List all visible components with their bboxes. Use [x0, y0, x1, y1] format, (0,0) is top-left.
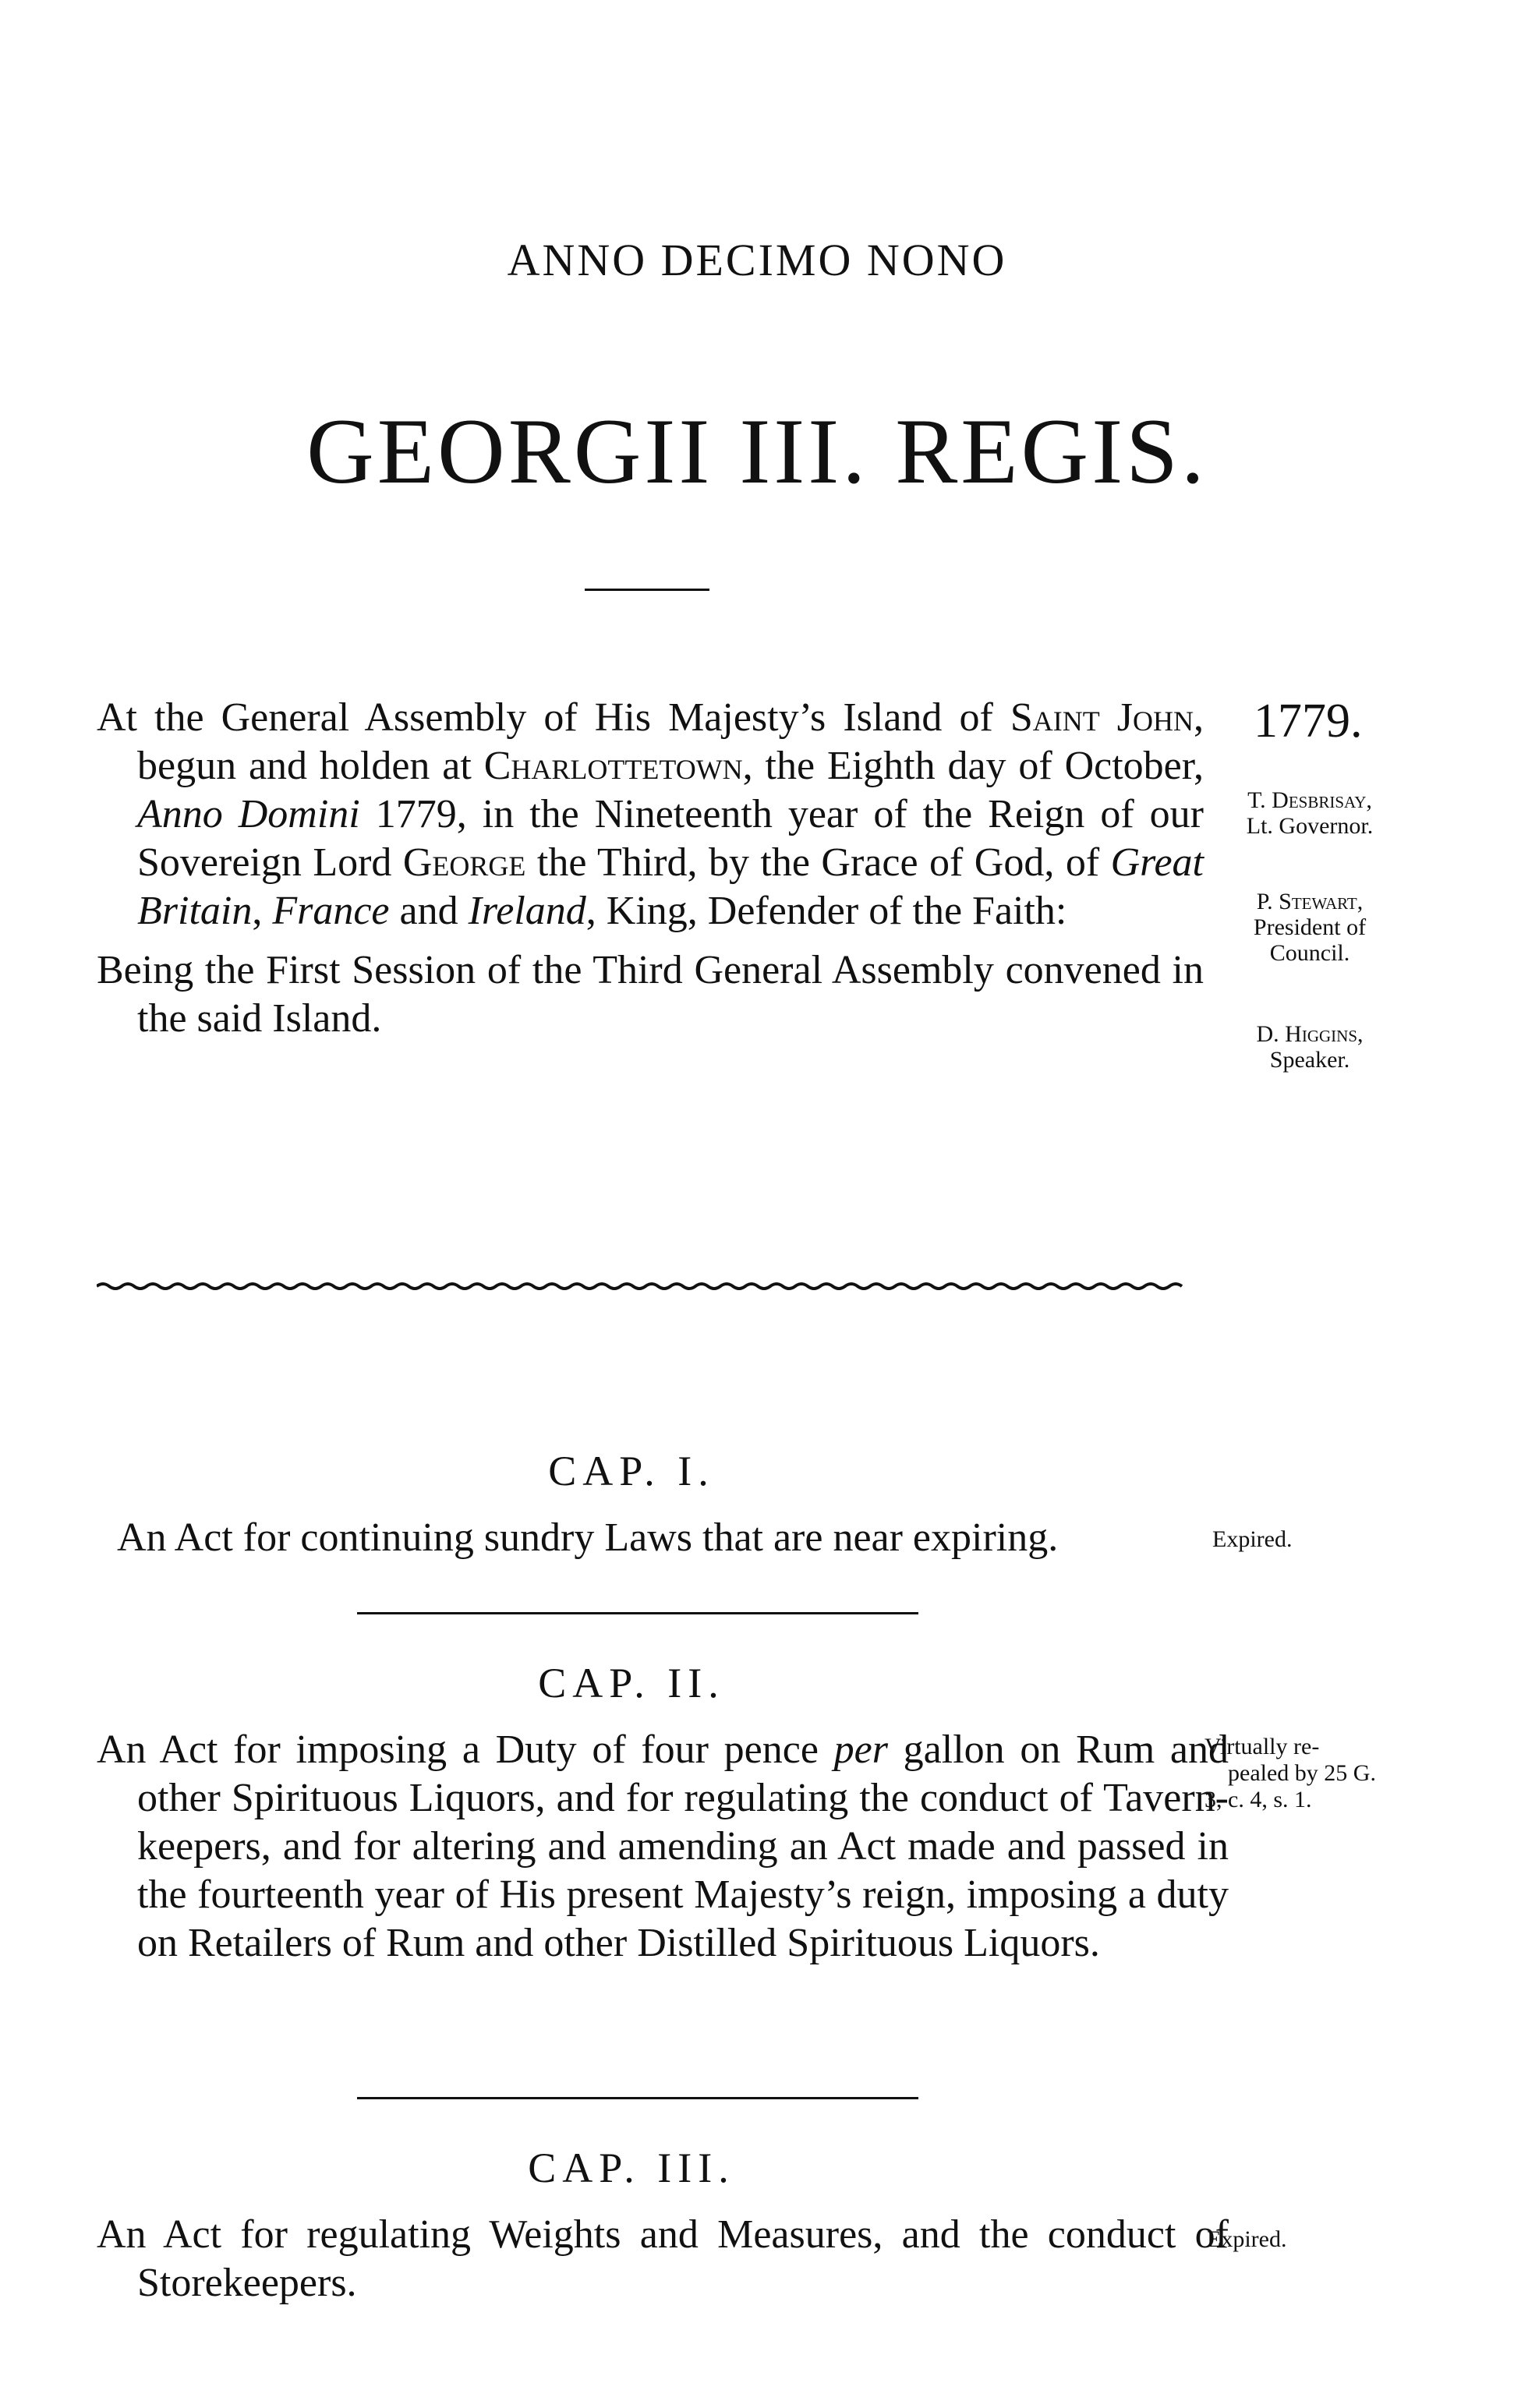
cap-1-rule — [357, 1612, 918, 1614]
cap-1-text: An Act for continuing sundry Laws that are near expiring. — [117, 1515, 1059, 1560]
enactment-text-e: the Third, by the Grace of God, of — [525, 840, 1111, 885]
cap-2-note-line-2: pealed by 25 G. — [1228, 1760, 1376, 1786]
cap-2-text-b: gallon on Rum and other Spirituous Liquors, and for regulating the conduct of Tavern-keepers, and for altering and amending an Act made and passed in the fourteenth year of His present Majesty’s reign, imposing a duty on Retailers of Rum and other Distilled Spirituous Liquors. — [137, 1727, 1229, 1965]
speaker-title: Speaker. — [1269, 1047, 1350, 1073]
enactment-text-g: and — [389, 889, 469, 933]
cap-3-heading: CAP. III. — [528, 2145, 735, 2191]
session-paragraph: Being the First Session of the Third General Assembly convened in the said Island. — [97, 948, 1204, 1041]
cap-3-note: Expired. — [1207, 2226, 1287, 2252]
enactment-text-d: 1779, in the Nineteenth year of the Reign of our Sovereign Lord — [137, 792, 1204, 885]
cap-2-note-line-3: 3, c. 4, s. 1. — [1204, 1787, 1312, 1812]
place-saint-john: Saint John — [1010, 695, 1194, 740]
enactment-text-b: , begun and holden at — [137, 695, 1204, 788]
title-rule — [585, 589, 709, 591]
margin-governor — [1201, 787, 1419, 839]
enactment-text-c: , the Eighth day of October, — [742, 744, 1204, 788]
king-george: George — [402, 840, 526, 885]
cap-2-text-a: An Act for imposing a Duty of four pence — [97, 1727, 834, 1772]
speaker-name: D. Higgins, — [1256, 1021, 1364, 1047]
enactment-text-f: , — [252, 889, 273, 933]
cap-3-text: An Act for regulating Weights and Measures, and the conduct of Storekeepers. — [97, 2212, 1229, 2305]
cap-2-note — [1204, 1734, 1423, 1813]
ireland: Ireland — [468, 889, 586, 933]
cap-2-text — [97, 1726, 1229, 1968]
cap-2-note-line-1: Virtually re- — [1204, 1734, 1320, 1759]
governor-name: T. Desbrisay, — [1247, 787, 1372, 813]
cap-2-rule — [357, 2097, 918, 2099]
margin-speaker — [1201, 1021, 1419, 1073]
cap-2-heading: CAP. II. — [538, 1660, 725, 1706]
running-head: ANNO DECIMO NONO — [507, 235, 1007, 285]
page-title: GEORGII III. REGIS. — [306, 399, 1208, 503]
president-title-1: President of — [1253, 914, 1367, 940]
governor-title: Lt. Governor. — [1246, 813, 1374, 839]
cap-1-heading: CAP. I. — [548, 1448, 715, 1494]
france: France — [272, 889, 390, 933]
wavy-divider — [97, 1278, 1188, 1294]
cap-2-text-per: per — [833, 1727, 888, 1772]
anno-domini: Anno Domini — [137, 792, 360, 836]
enactment-text-a: At the General Assembly of His Majesty’s Island of — [97, 695, 1010, 740]
margin-president — [1201, 889, 1419, 966]
president-name: P. Stewart, — [1256, 889, 1364, 914]
president-title-2: Council. — [1269, 940, 1350, 966]
margin-year: 1779. — [1254, 695, 1363, 748]
great-britain: Great Britain — [137, 840, 1204, 933]
cap-1-note: Expired. — [1212, 1526, 1293, 1552]
place-charlottetown: Charlottetown — [483, 744, 743, 788]
enactment-text-h: , King, Defender of the Faith: — [585, 889, 1067, 933]
enactment-paragraph — [97, 694, 1204, 1043]
